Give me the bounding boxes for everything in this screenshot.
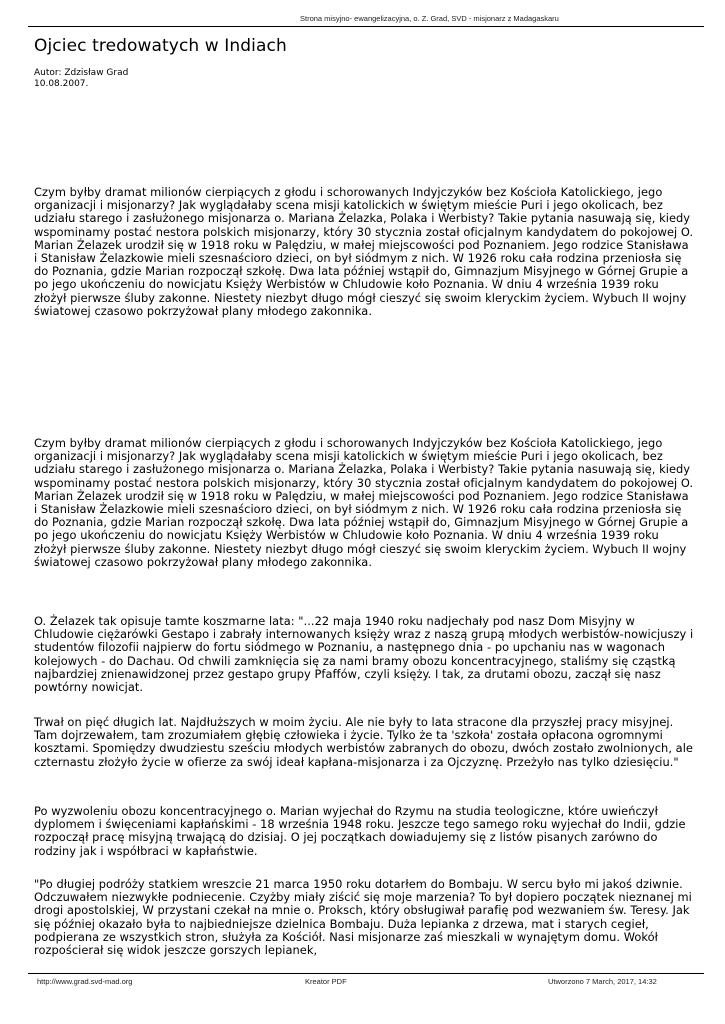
paragraph-4: Trwał on pięć długich lat. Najdłuższych w moim życiu. Ale nie były to lata stracone dla przyszłej pracy misyjnej. Tam dojrzewałem, tam zrozumiałem głębię człowieka i życie. Tylko że ta 'szkoła' została opłacona ogromnymi kosztami. Spomiędzy dwudziestu sześciu młodych werbistów zabranych do obozu, dwóch zostało zwolnionych, ale czternastu złożyło życie w ofierze za swój ideał kapłana-misjonarza i za Ojczyznę. Przeżyło nas tylko dziesięciu." (34, 715, 693, 769)
footer-generator: Kreator PDF (305, 977, 347, 986)
paragraph-6: "Po długiej podróży statkiem wreszcie 21 marca 1950 roku dotarłem do Bombaju. W sercu było mi jakoś dziwnie. Odczuwałem niezwykłe podniecenie. Czyżby miały ziścić się moje marzenia? To był dopiero początek nieznanej mi drogi apostolskiej, W przystani czekał na mnie o. Proksch, który obsługiwał parafię pod wezwaniem św. Teresy. Jak się później okazało była to najbiedniejsze dzielnica Bombaju. Duża lepianka z drzewa, mat i starych cegieł, podpierana ze wszystkich stron, służyła za Kościół. Nasi misjonarze zaś mieszkali w wynajętym domu. Wokół rozpościerał się widok jeszcze gorszych lepianek, (34, 877, 692, 958)
footer-divider (28, 973, 704, 974)
author-line: Autor: Zdzisław Grad (34, 68, 129, 78)
header-divider (28, 26, 704, 27)
paragraph-5: Po wyzwoleniu obozu koncentracyjnego o. Marian wyjechał do Rzymu na studia teologiczne, które uwieńczył dyplomem i święceniami kapłańskimi - 18 września 1948 roku. Jeszcze tego samego roku wyjechał do Indii, gdzie rozpoczął pracę misyjną trwającą do dzisiaj. O jej początkach dowiadujemy się z listów pisanych zarówno do rodziny jak i współbraci w kapłaństwie. (34, 804, 686, 858)
footer-url: http://www.grad.svd-mad.org (37, 977, 133, 986)
article-date: 10.08.2007. (34, 79, 89, 89)
article-title: Ojciec tredowatych w Indiach (34, 36, 287, 56)
page-header: Strona misyjno- ewangelizacyjna, o. Z. Grad, SVD - misjonarz z Madagaskaru (300, 14, 559, 23)
paragraph-2: Czym byłby dramat milionów cierpiących z głodu i schorowanych Indyjczyków bez Kościoła Katolickiego, jego organizacji i misjonarzy? Jak wyglądałaby scena misji katolickich w świętym mieście Puri i jego okolicach, bez udziału starego i zasłużonego misjonarza o. Mariana Żelazka, Polaka i Werbisty? Takie pytania nasuwają się, kiedy wspominamy postać nestora polskich misjonarzy, który 30 stycznia został oficjalnym kandydatem do pokojowej O. Marian Żelazek urodził się w 1918 roku w Palędziu, w małej miejscowości pod Poznaniem. Jego rodzice Stanisława i Stanisław Żelazkowie mieli szesnaścioro dzieci, on był siódmym z nich. W 1926 roku cała rodzina przeniosła się do Poznania, gdzie Marian rozpoczął szkołę. Dwa lata później wstąpił do, Gimnazjum Misyjnego w Górnej Grupie a po jego ukończeniu do nowicjatu Księży Werbistów w Chludowie koło Poznania. W dniu 4 września 1939 roku złożył pierwsze śluby zakonne. Niestety niezbyt długo mógł cieszyć się swoim kleryckim życiem. Wybuch II wojny światowej czasowo pokrzyżował plany młodego zakonnika. (34, 436, 694, 569)
article-meta (34, 68, 128, 90)
footer-created: Utworzono 7 March, 2017, 14:32 (548, 977, 657, 986)
paragraph-3: O. Żelazek tak opisuje tamte koszmarne lata: "...22 maja 1940 roku nadjechały pod nasz Dom Misyjny w Chludowie ciężarówki Gestapo i zabrały internowanych księży wraz z naszą grupą młodych werbistów-nowicjuszy i studentów filozofii najpierw do fortu siódmego w Poznaniu, a następnego dnia - po upchaniu nas w wagonach kolejowych - do Dachau. Od chwili zamknięcia się za nami bramy obozu koncentracyjnego, staliśmy się cząstką najbardziej znienawidzonej przez gestapo grupy Pfaffów, czyli księży. I tak, za drutami obozu, zaczął się nasz powtórny nowicjat. (34, 614, 694, 695)
paragraph-1: Czym byłby dramat milionów cierpiących z głodu i schorowanych Indyjczyków bez Kościoła Katolickiego, jego organizacji i misjonarzy? Jak wyglądałaby scena misji katolickich w świętym mieście Puri i jego okolicach, bez udziału starego i zasłużonego misjonarza o. Mariana Żelazka, Polaka i Werbisty? Takie pytania nasuwają się, kiedy wspominamy postać nestora polskich misjonarzy, który 30 stycznia został oficjalnym kandydatem do pokojowej O. Marian Żelazek urodził się w 1918 roku w Palędziu, w małej miejscowości pod Poznaniem. Jego rodzice Stanisława i Stanisław Żelazkowie mieli szesnaścioro dzieci, on był siódmym z nich. W 1926 roku cała rodzina przeniosła się do Poznania, gdzie Marian rozpoczął szkołę. Dwa lata później wstąpił do, Gimnazjum Misyjnego w Górnej Grupie a po jego ukończeniu do nowicjatu Księży Werbistów w Chludowie koło Poznania. W dniu 4 września 1939 roku złożył pierwsze śluby zakonne. Niestety niezbyt długo mógł cieszyć się swoim kleryckim życiem. Wybuch II wojny światowej czasowo pokrzyżował plany młodego zakonnika. (34, 185, 694, 318)
